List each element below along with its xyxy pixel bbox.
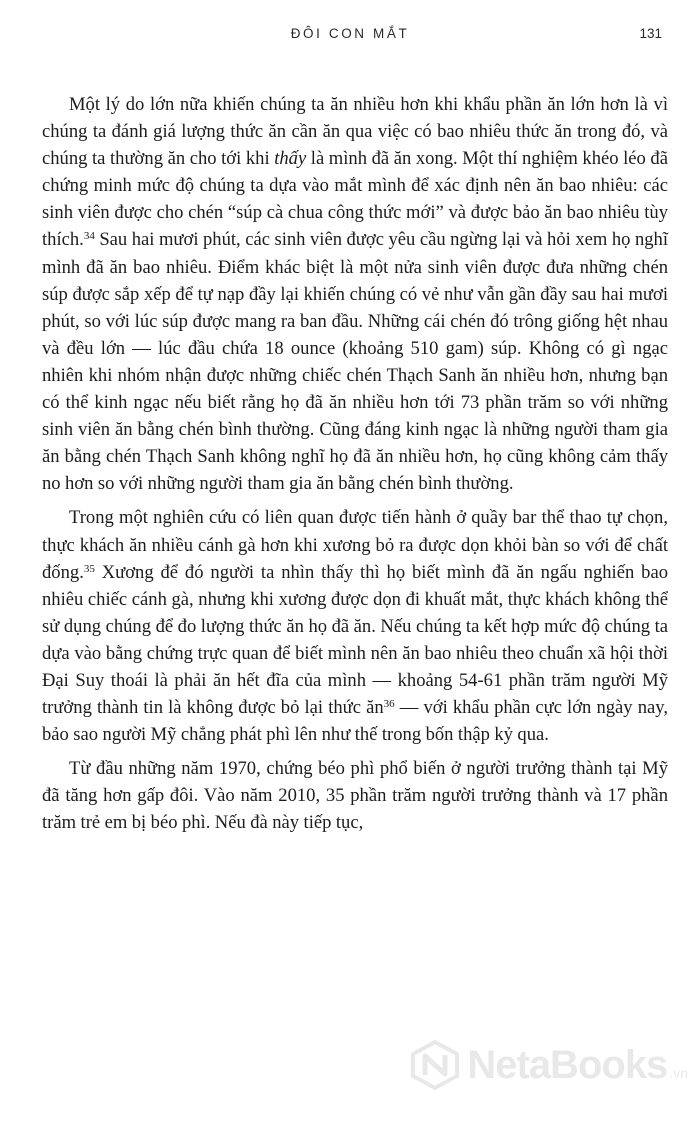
page-number: 131 — [639, 26, 662, 41]
text-run: — với khẩu phần cực lớn ngày nay, bảo sao người Mỹ chẳng phát phì lên như thế trong bốn thập kỷ qua. — [42, 697, 668, 746]
text-run: Sau hai mươi phút, các sinh viên được yêu cầu ngừng lại và hỏi xem họ nghĩ mình đã ăn bao nhiêu. Điểm khác biệt là một nửa sinh viên được đưa những chén súp được sắp xếp để tự nạp đầy lại khiến chúng có vẻ như vẫn gần đầy sau hai mươi phút, so với lúc súp được mang ra ban đầu. Những cái chén đó trông giống hệt nhau và đều lớn — lúc đầu chứa 18 ounce (khoảng 510 gam) súp. Không có gì ngạc nhiên khi nhóm nhận được những chiếc chén Thạch Sanh ăn nhiều hơn, nhưng bạn có thể kinh ngạc nếu biết rằng họ đã ăn nhiều hơn tới 73 phần trăm so với những sinh viên ăn bằng chén bình thường. Cũng đáng kinh ngạc là những người tham gia ăn bằng chén Thạch Sanh không nghĩ họ đã ăn nhiều hơn, họ cũng không cảm thấy no hơn so với những người tham gia ăn bằng chén bình thường. — [42, 229, 668, 495]
text-run: là mình đã ăn xong. Một thí nghiệm khéo léo đã chứng minh mức độ chúng ta dựa vào mắt mình để xác định nên ăn bao nhiêu: các sinh viên được cho chén “súp cà chua công thức mới” và được bảo ăn bao nhiêu tùy thích. — [42, 148, 668, 251]
footnote-ref-35: 35 — [83, 562, 95, 575]
watermark — [409, 1035, 688, 1095]
text-run: Trong một nghiên cứu có liên quan được tiến hành ở quầy bar thể thao tự chọn, thực khách ăn nhiều cánh gà hơn khi xương bỏ ra được dọn khỏi bàn so với để chất đống. — [42, 507, 668, 583]
footnote-ref-36: 36 — [383, 698, 395, 711]
watermark-brand: NetaBooks — [467, 1042, 668, 1087]
text-run: Một lý do lớn nữa khiến chúng ta ăn nhiều hơn khi khẩu phần ăn lớn hơn là vì chúng ta đánh giá lượng thức ăn cần ăn qua việc có bao nhiêu thức ăn trong đó, và chúng ta thường ăn cho tới khi — [42, 94, 668, 170]
watermark-suffix: .vn — [669, 1065, 688, 1081]
paragraph-3 — [42, 755, 668, 836]
emphasis-text: thấy — [274, 148, 307, 170]
neta-logo-icon — [409, 1039, 461, 1091]
footnote-ref-34: 34 — [83, 230, 95, 243]
page-header — [0, 26, 700, 48]
running-title: ĐÔI CON MẮT — [290, 26, 410, 41]
paragraph-2 — [42, 504, 668, 748]
body-text — [42, 91, 668, 844]
paragraph-1 — [42, 91, 668, 497]
text-run: Xương để đó người ta nhìn thấy thì họ biết mình đã ăn ngấu nghiến bao nhiêu chiếc cánh gà, nhưng khi xương được dọn đi khuất mắt, thực khách không thể sử dụng chúng để đo lượng thức ăn họ đã ăn. Nếu chúng ta kết hợp mức độ chúng ta dựa vào bằng chứng trực quan để biết mình nên ăn bao nhiêu theo chuẩn xã hội thời Đại Suy thoái là phải ăn hết đĩa của mình — khoảng 54-61 phần trăm người Mỹ trưởng thành tin là không được bỏ lại thức ăn — [42, 561, 668, 719]
text-run: Từ đầu những năm 1970, chứng béo phì phổ biến ở người trưởng thành tại Mỹ đã tăng hơn gấp đôi. Vào năm 2010, 35 phần trăm người trưởng thành và 17 phần trăm trẻ em bị béo phì. Nếu đà này tiếp tục, — [42, 758, 668, 834]
